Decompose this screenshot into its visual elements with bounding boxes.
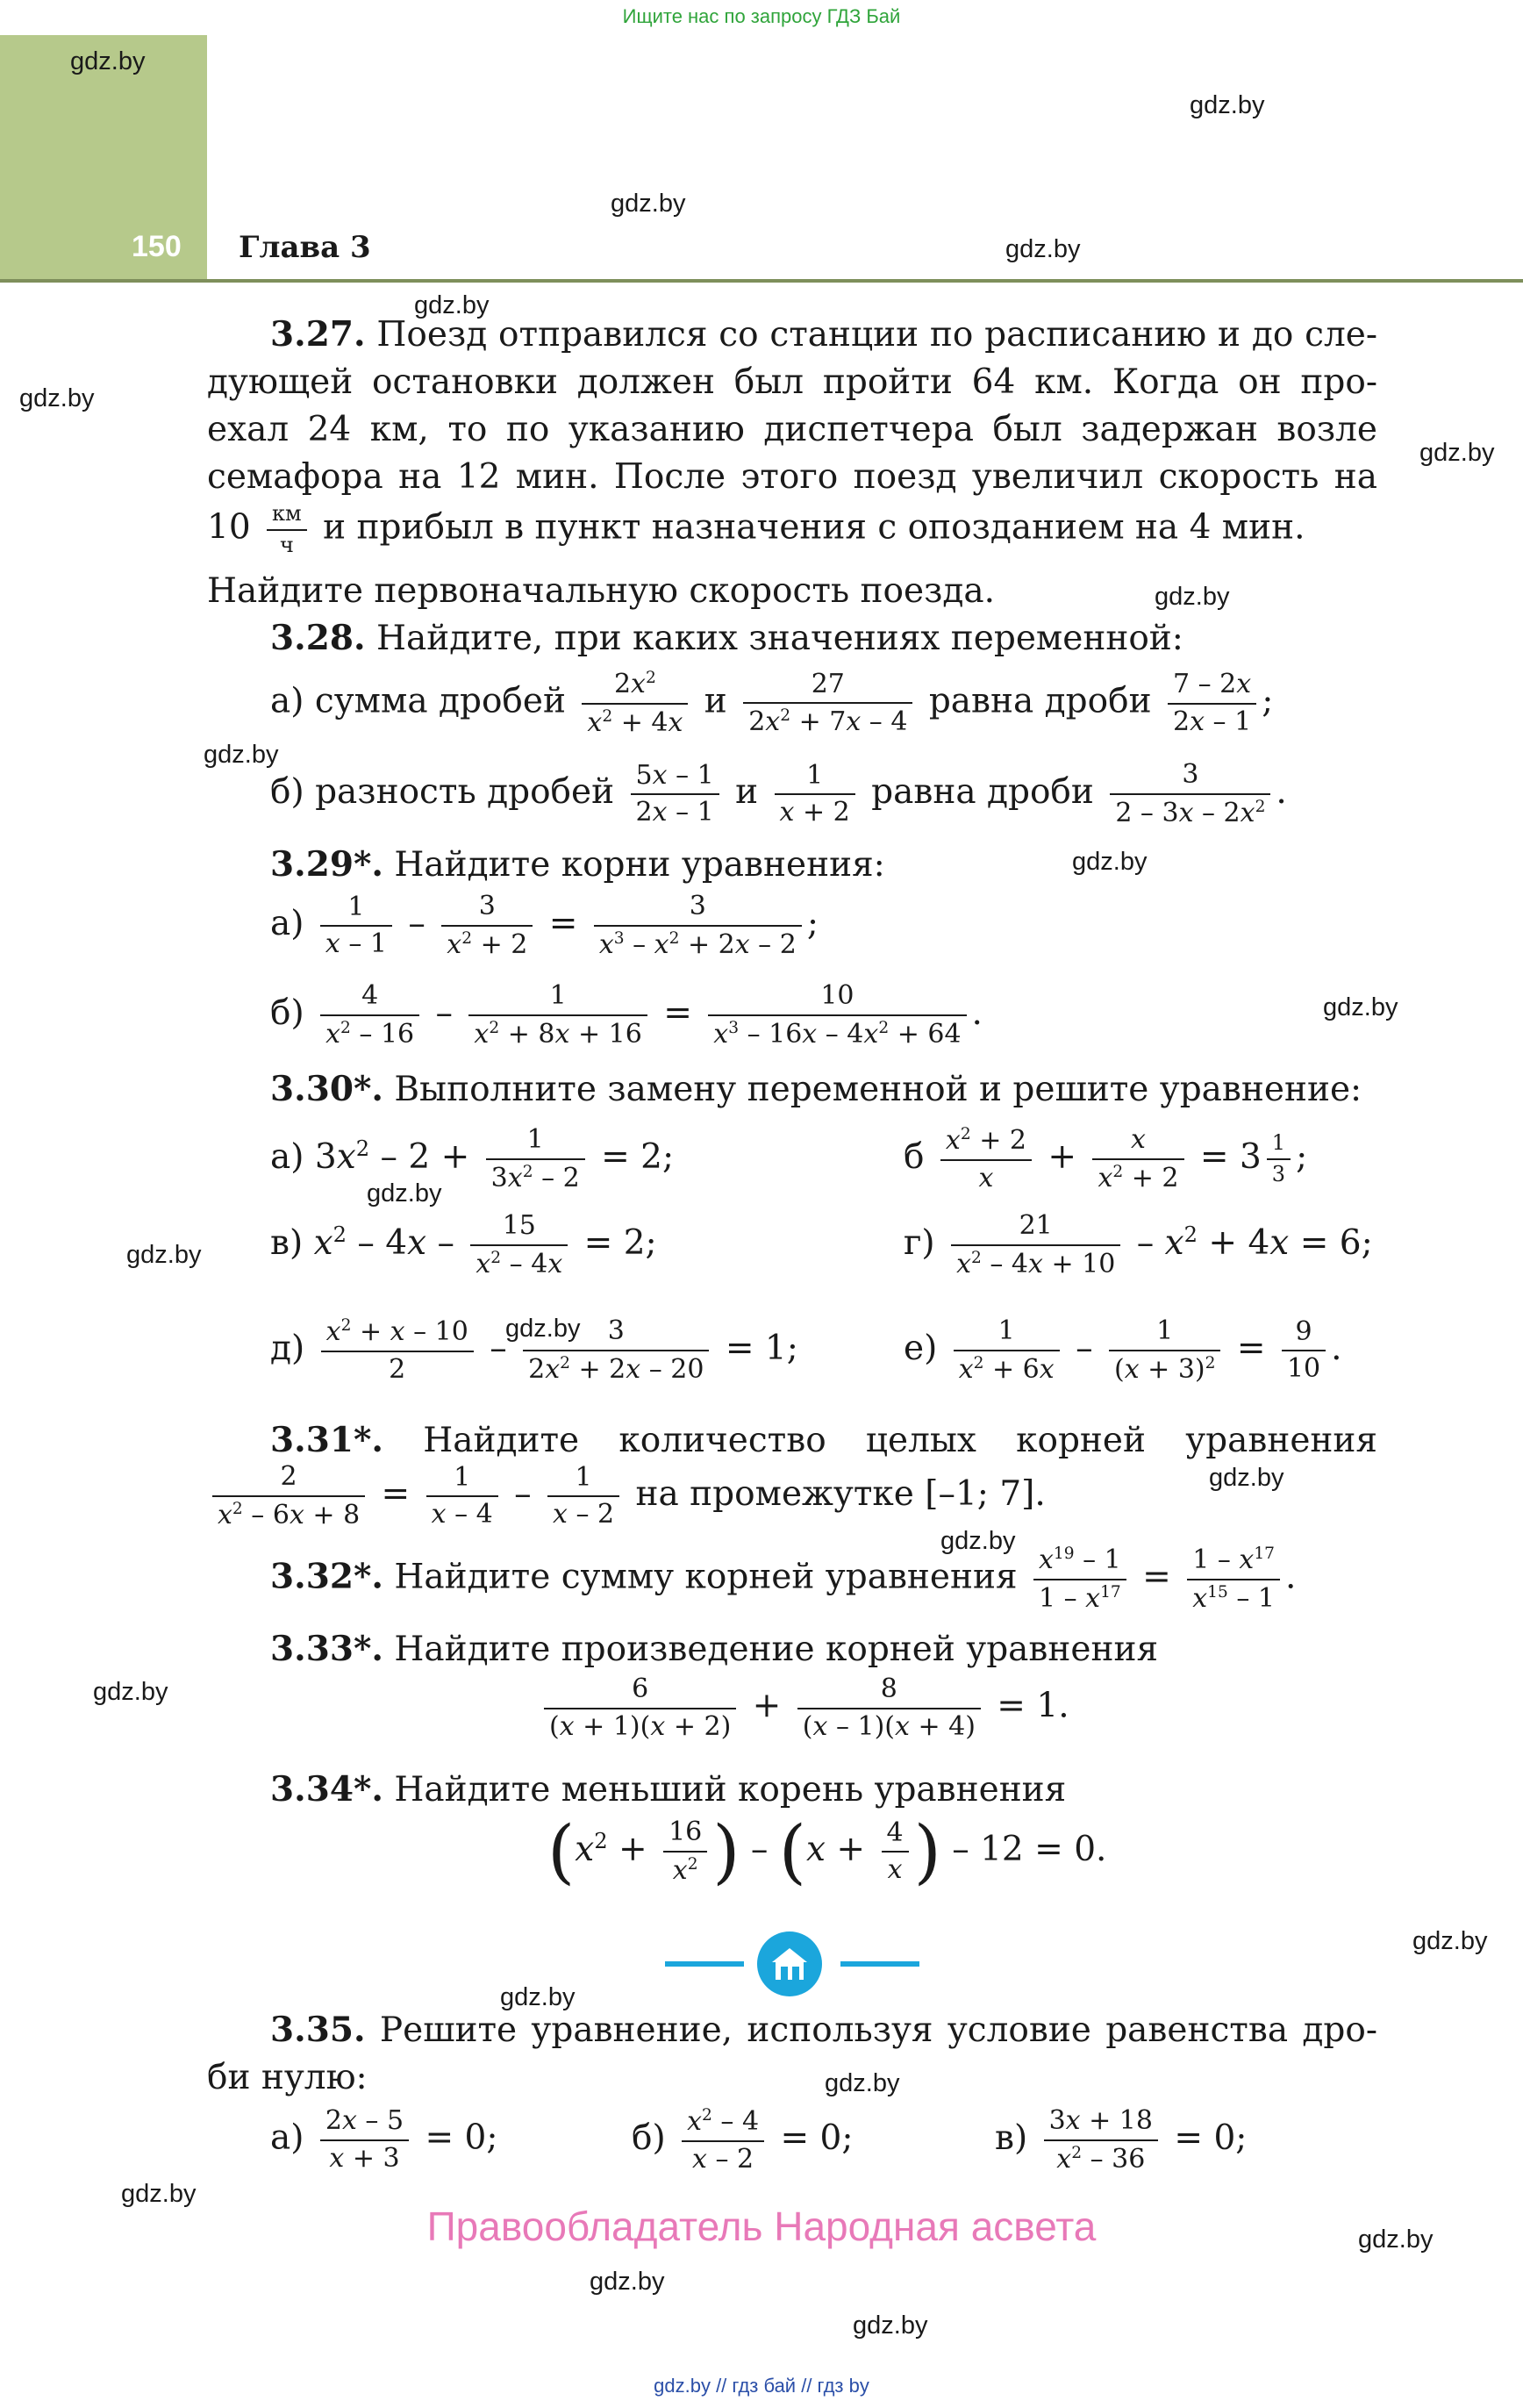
- task-3-30-d: д) $\frac{x^2 + x - 10}{2}$ – $\frac{3}{2x^2 + 2x - 20}$ = 1;: [270, 1315, 798, 1385]
- task-3-27-line-6: Найдите первоначальную скорость поезда.: [207, 571, 996, 611]
- watermark: gdz.by: [93, 1678, 168, 1706]
- task-3-27-line-3: ехал 24 км, то по указанию диспетчера был задержан возле: [207, 410, 1377, 449]
- task-3-32: 3.32*. Найдите сумму корней уравнения $\frac{x^{19} - 1}{1 - x^{17}}$ = $\frac{1 - x^{17}}{x^{15} - 1}$ .: [270, 1544, 1297, 1614]
- task-3-35-line-1: 3.35. Решите уравнение, используя условие равенства дро-: [270, 2010, 1378, 2050]
- watermark: gdz.by: [367, 1179, 442, 1208]
- task-3-27-line-2: дующей остановки должен был пройти 64 км. Когда он про-: [207, 362, 1377, 402]
- task-3-30-a: а) $3x^2 - 2$ + $\frac{1}{3x^2 - 2}$ = 2;: [270, 1124, 675, 1193]
- page-number: 150: [132, 230, 182, 263]
- divider-line-right: [840, 1961, 919, 1967]
- top-banner: Ищите нас по запросу ГДЗ Бай: [622, 5, 901, 27]
- task-3-29-b: б) $\frac{4}{x^2 - 16}$ – $\frac{1}{x^2 + 8x + 16}$ = $\frac{10}{x^3 - 16x - 4x^2 + 64}$ .: [270, 980, 983, 1050]
- watermark: gdz.by: [1419, 439, 1495, 467]
- task-3-27-line-5: 10 $\frac{км}{ч}$ и прибыл в пункт назначения с опозданием на 4 мин.: [207, 501, 1305, 557]
- watermark: gdz.by: [940, 1527, 1016, 1555]
- task-3-28-title: 3.28. Найдите, при каких значениях переменной:: [270, 618, 1183, 658]
- task-3-35-v: в) $\frac{3x + 18}{x^2 - 36}$ = 0;: [995, 2105, 1248, 2175]
- task-3-28-b: б) разность дробей $\frac{5x - 1}{2x - 1}$ и $\frac{1}{x + 2}$ равна дроби $\frac{3}{2 - 3x - 2x^2}$ .: [270, 759, 1287, 828]
- task-3-34-title: 3.34*. Найдите меньший корень уравнения: [270, 1769, 1067, 1810]
- task-3-30-b: б $\frac{x^2 + 2}{x}$ + $\frac{x}{x^2 + 2}$ = 3 $\frac{1}{3}$ ;: [904, 1124, 1308, 1193]
- copyright-notice: Правообладатель Народная асвета: [426, 2204, 1097, 2249]
- task-3-27-line-4: семафора на 12 мин. После этого поезд увеличил скорость на: [207, 457, 1377, 497]
- task-3-31-line-2: $\frac{2}{x^2 - 6x + 8}$ = $\frac{1}{x - 4}$ – $\frac{1}{x - 2}$ на промежутке [–1; 7].: [207, 1462, 1046, 1530]
- watermark: gdz.by: [1005, 235, 1081, 263]
- watermark: gdz.by: [1155, 583, 1230, 611]
- watermark: gdz.by: [500, 1983, 576, 2011]
- task-3-30-e: е) $\frac{1}{x^2 + 6x}$ – $\frac{1}{(x + 3)^2}$ = $\frac{9}{10}$ .: [904, 1315, 1342, 1385]
- watermark: gdz.by: [590, 2268, 665, 2296]
- divider-line-left: [665, 1961, 744, 1967]
- task-3-30-v: в) $x^2 - 4x$ – $\frac{15}{x^2 - 4x}$ = 2;: [270, 1210, 657, 1279]
- task-3-30-title: 3.30*. Выполните замену переменной и решите уравнение:: [270, 1069, 1362, 1109]
- watermark: gdz.by: [204, 741, 279, 769]
- watermark: gdz.by: [1412, 1927, 1488, 1955]
- watermark: gdz.by: [121, 2180, 197, 2208]
- home-icon: [756, 1931, 823, 1997]
- watermark: gdz.by: [505, 1315, 581, 1343]
- task-3-33-title: 3.33*. Найдите произведение корней уравнения: [270, 1629, 1159, 1669]
- homework-divider: [665, 1931, 919, 1997]
- watermark: gdz.by: [414, 291, 490, 319]
- chapter-title: Глава 3: [239, 230, 371, 265]
- watermark: gdz.by: [1072, 848, 1148, 876]
- watermark: gdz.by: [126, 1241, 202, 1269]
- task-3-28-a: а) сумма дробей $\frac{2x^2}{x^2 + 4x}$ и $\frac{27}{2x^2 + 7x - 4}$ равна дроби $\frac{7 - 2x}{2x - 1}$ ;: [270, 668, 1274, 738]
- watermark: gdz.by: [1323, 993, 1398, 1021]
- watermark: gdz.by: [1358, 2225, 1434, 2254]
- task-3-35-a: а) $\frac{2x - 5}{x + 3}$ = 0;: [270, 2105, 498, 2174]
- watermark: gdz.by: [853, 2311, 928, 2340]
- watermark: gdz.by: [19, 384, 95, 412]
- watermark: gdz.by: [70, 47, 146, 75]
- task-3-29-a: а) $\frac{1}{x - 1}$ – $\frac{3}{x^2 + 2}$ = $\frac{3}{x^3 - x^2 + 2x - 2}$ ;: [270, 891, 819, 960]
- header-rule: [0, 279, 1523, 283]
- task-3-35-line-2: би нулю:: [207, 2058, 368, 2097]
- task-3-34-equation: ($x^2$ + $\frac{16}{x^2}$ ) – (x + $\frac{4}{x}$ ) – 12 = 0.: [547, 1810, 1107, 1892]
- task-3-27-line-1: 3.27. Поезд отправился со станции по расписанию и до сле-: [270, 314, 1377, 355]
- watermark: gdz.by: [611, 190, 686, 218]
- task-3-29-title: 3.29*. Найдите корни уравнения:: [270, 844, 885, 885]
- task-3-35-b: б) $\frac{x^2 - 4}{x - 2}$ = 0;: [632, 2106, 854, 2175]
- footer-links[interactable]: gdz.by // гдз бай // гдз by: [654, 2375, 869, 2397]
- watermark: gdz.by: [1209, 1464, 1284, 1492]
- watermark: gdz.by: [825, 2069, 900, 2097]
- task-3-30-g: г) $\frac{21}{x^2 - 4x + 10}$ – $x^2 + 4x = 6$;: [904, 1210, 1373, 1279]
- watermark: gdz.by: [1190, 91, 1265, 119]
- task-3-31-line-1: 3.31*. Найдите количество целых корней уравнения: [270, 1420, 1377, 1460]
- task-3-33-equation: $\frac{6}{(x + 1)(x + 2)}$ + $\frac{8}{(x - 1)(x + 4)}$ = 1.: [539, 1674, 1069, 1742]
